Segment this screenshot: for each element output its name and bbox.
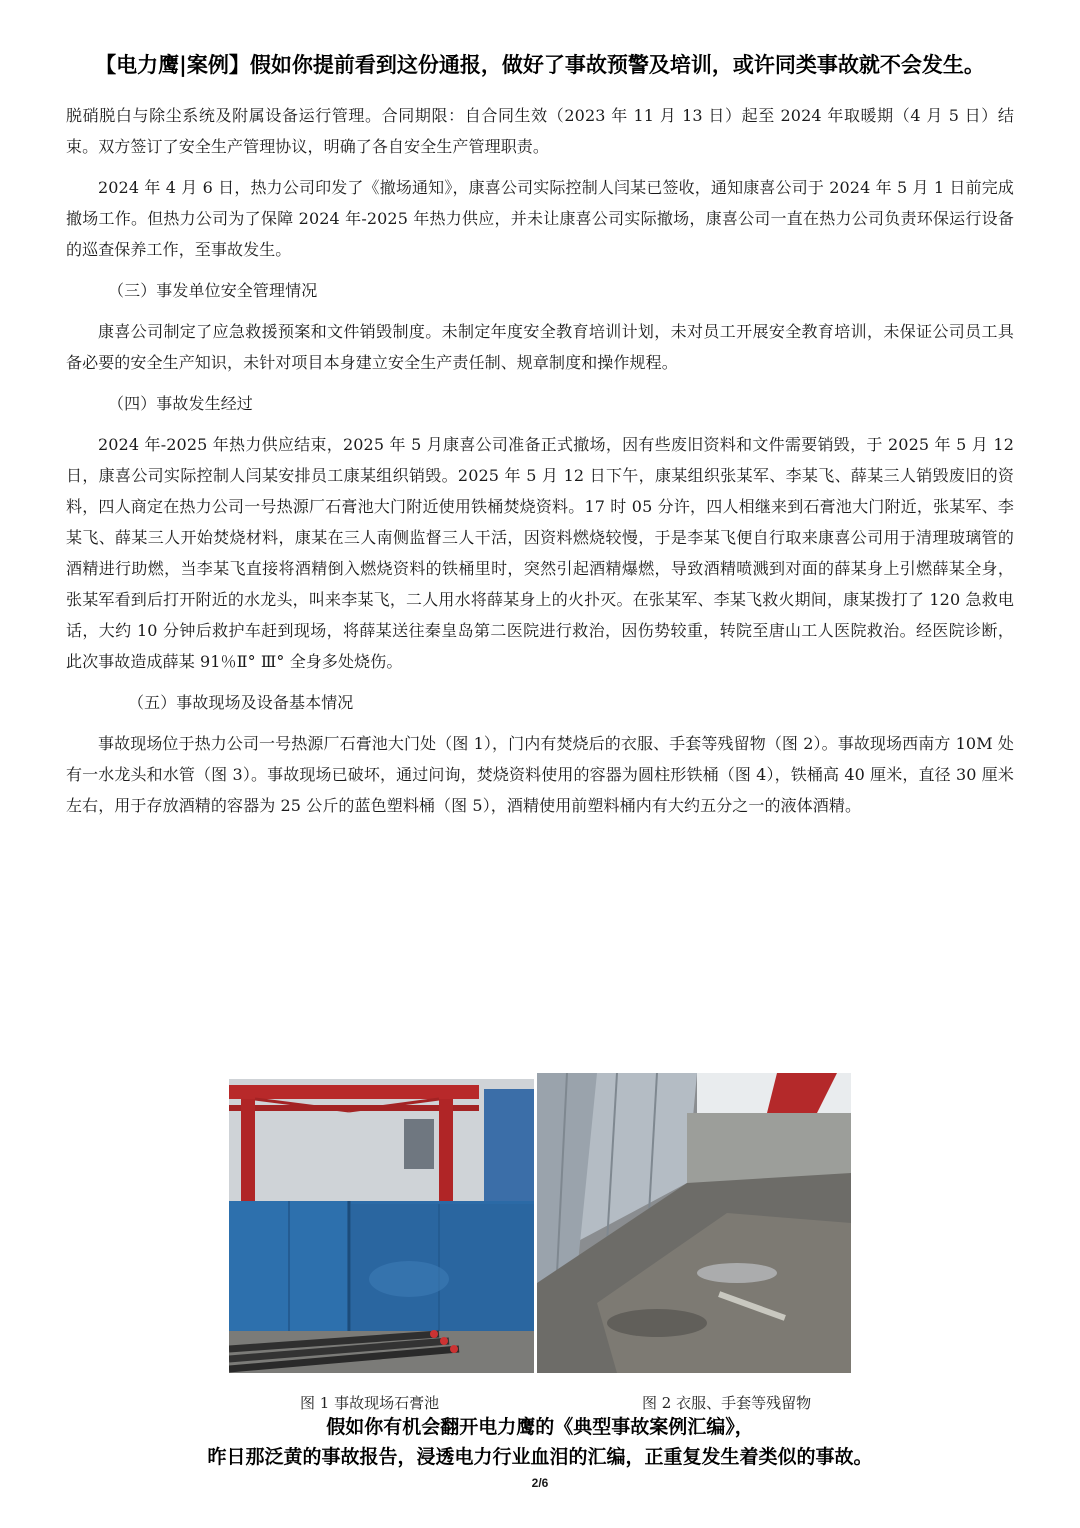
section-heading: （四）事故发生经过	[108, 394, 253, 413]
page-number: 2/6	[531, 1476, 549, 1490]
footer-line: 假如你有机会翻开电力鹰的《典型事故案例汇编》，	[326, 1416, 754, 1438]
banner-title: 【电力鹰|案例】假如你提前看到这份通报，做好了事故预警及培训，或许同类事故就不会发生。	[95, 53, 985, 77]
paragraph: 2024 年-2025 年热力供应结束，2025 年 5 月康喜公司准备正式撤场，因有些废旧资料和文件需要销毁，于 2025 年 5 月 12 日，康喜公司实际控制人闫某安排员工康某组织销毁。2025 年 5 月 12 日下午，康某组织张某军、李某飞、薛某三人销毁废旧的资料，四人商定在热力公司一号热源厂石膏池大门附近使用铁桶焚烧资料。17 时 05 分许，四人相继来到石膏池大门附近，张某军、李某飞、薛某三人开始焚烧材料，康某在三人南侧监督三人干活，因资料燃烧较慢，于是李某飞便自行取来康喜公司用于清理玻璃管的酒精进行助燃，当李某飞直接将酒精倒入燃烧资料的铁桶里时，突然引起酒精爆燃，导致酒精喷溅到对面的薛某身上引燃薛某全身，张某军看到后打开附近的水龙头，叫来李某飞，二人用水将薛某身上的火扑灭。在张某军、李某飞救火期间，康某拨打了 120 急救电话，大约 10 分钟后救护车赶到现场，将薛某送往秦皇岛第二医院进行救治，因伤势较重，转院至唐山工人医院救治。经医院诊断，此次事故造成薛某 91％Ⅱ° Ⅲ° 全身多处烧伤。	[66, 435, 1014, 671]
paragraph: 康喜公司制定了应急救援预案和文件销毁制度。未制定年度安全教育培训计划，未对员工开展安全教育培训，未保证公司员工具备必要的安全生产知识，未针对项目本身建立安全生产责任制、规章制度和操作规程。	[66, 322, 1014, 372]
paragraph: 事故现场位于热力公司一号热源厂石膏池大门处（图 1），门内有焚烧后的衣服、手套等残留物（图 2）。事故现场西南方 10M 处有一水龙头和水管（图 3）。事故现场已破坏，通过问询，焚烧资料使用的容器为圆柱形铁桶（图 4），铁桶高 40 厘米，直径 30 厘米左右，用于存放酒精的容器为 25 公斤的蓝色塑料桶（图 5），酒精使用前塑料桶内有大约五分之一的液体酒精。	[66, 734, 1014, 815]
figure-row	[229, 1073, 851, 1373]
document-body	[66, 100, 1014, 831]
section-heading: （三）事发单位安全管理情况	[108, 281, 318, 300]
paragraph: 2024 年 4 月 6 日，热力公司印发了《撤场通知》，康喜公司实际控制人闫某已签收，通知康喜公司于 2024 年 5 月 1 日前完成撤场工作。但热力公司为了保障 2024 年-2025 年热力供应，并未让康喜公司实际撤场，康喜公司一直在热力公司负责环保运行设备的巡查保养工作，至事故发生。	[66, 178, 1014, 259]
photo-gypsum-pool-gate	[229, 1079, 534, 1373]
section-heading: （五）事故现场及设备基本情况	[128, 693, 354, 712]
footer-line: 昨日那泛黄的事故报告，浸透电力行业血泪的汇编，正重复发生着类似的事故。	[207, 1446, 873, 1468]
paragraph: 脱硝脱白与除尘系统及附属设备运行管理。合同期限：自合同生效（2023 年 11 月 13 日）起至 2024 年取暖期（4 月 5 日）结束。双方签订了安全生产管理协议，明确了各自安全生产管理职责。	[66, 106, 1014, 156]
figure-caption: 图 2 衣服、手套等残留物	[642, 1394, 812, 1412]
photo-burned-residue	[537, 1073, 851, 1373]
figure-caption: 图 1 事故现场石膏池	[300, 1394, 440, 1412]
